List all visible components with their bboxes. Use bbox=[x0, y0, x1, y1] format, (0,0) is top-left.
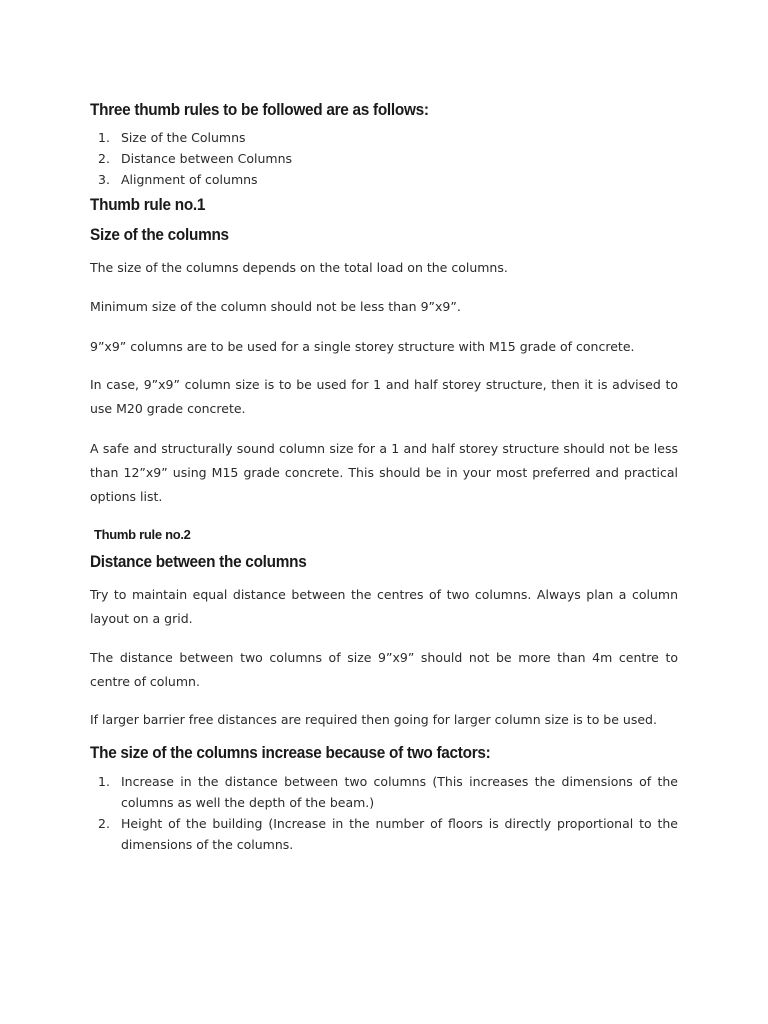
rule1-heading: Thumb rule no.1 bbox=[90, 196, 206, 214]
rule1-subheading: Size of the columns bbox=[90, 226, 229, 244]
list-item bbox=[90, 771, 678, 813]
factors-list bbox=[90, 771, 678, 855]
list-item-number: 3. bbox=[98, 172, 110, 187]
list-item-text: Size of the Columns bbox=[121, 130, 246, 145]
factors-heading: The size of the columns increase because of two factors: bbox=[90, 744, 491, 762]
rule2-heading: Thumb rule no.2 bbox=[94, 527, 191, 542]
list-item bbox=[90, 148, 678, 169]
list-item-text: Alignment of columns bbox=[121, 172, 258, 187]
list-item bbox=[90, 169, 678, 190]
rule1-paragraph-5: A safe and structurally sound column size for a 1 and half storey structure should not be less than 12”x9” using M15 grade concrete. This should be in your most preferred and practical options list. bbox=[90, 441, 678, 504]
list-item-text: Increase in the distance between two columns (This increases the dimensions of the columns as well the depth of the beam.) bbox=[121, 774, 678, 810]
list-item bbox=[90, 127, 678, 148]
intro-heading: Three thumb rules to be followed are as follows: bbox=[90, 101, 429, 119]
list-item-number: 1. bbox=[98, 774, 110, 789]
rule2-paragraph-1: Try to maintain equal distance between the centres of two columns. Always plan a column layout on a grid. bbox=[90, 587, 678, 626]
list-item-number: 1. bbox=[98, 130, 110, 145]
rule2-paragraph-2: The distance between two columns of size 9”x9” should not be more than 4m centre to centre of column. bbox=[90, 650, 678, 689]
rule2-subheading: Distance between the columns bbox=[90, 553, 307, 571]
rule1-paragraph-2: Minimum size of the column should not be less than 9”x9”. bbox=[90, 299, 461, 314]
list-item-number: 2. bbox=[98, 816, 110, 831]
rule2-paragraph-3: If larger barrier free distances are required then going for larger column size is to be used. bbox=[90, 712, 657, 727]
thumb-rules-list bbox=[90, 127, 678, 190]
rule1-paragraph-4: In case, 9”x9” column size is to be used for 1 and half storey structure, then it is advised to use M20 grade concrete. bbox=[90, 377, 678, 416]
list-item-text: Height of the building (Increase in the number of floors is directly proportional to the dimensions of the columns. bbox=[121, 816, 678, 852]
list-item bbox=[90, 813, 678, 855]
list-item-number: 2. bbox=[98, 151, 110, 166]
rule1-paragraph-3: 9”x9” columns are to be used for a single storey structure with M15 grade of concrete. bbox=[90, 339, 635, 354]
list-item-text: Distance between Columns bbox=[121, 151, 293, 166]
rule1-paragraph-1: The size of the columns depends on the total load on the columns. bbox=[90, 260, 508, 275]
